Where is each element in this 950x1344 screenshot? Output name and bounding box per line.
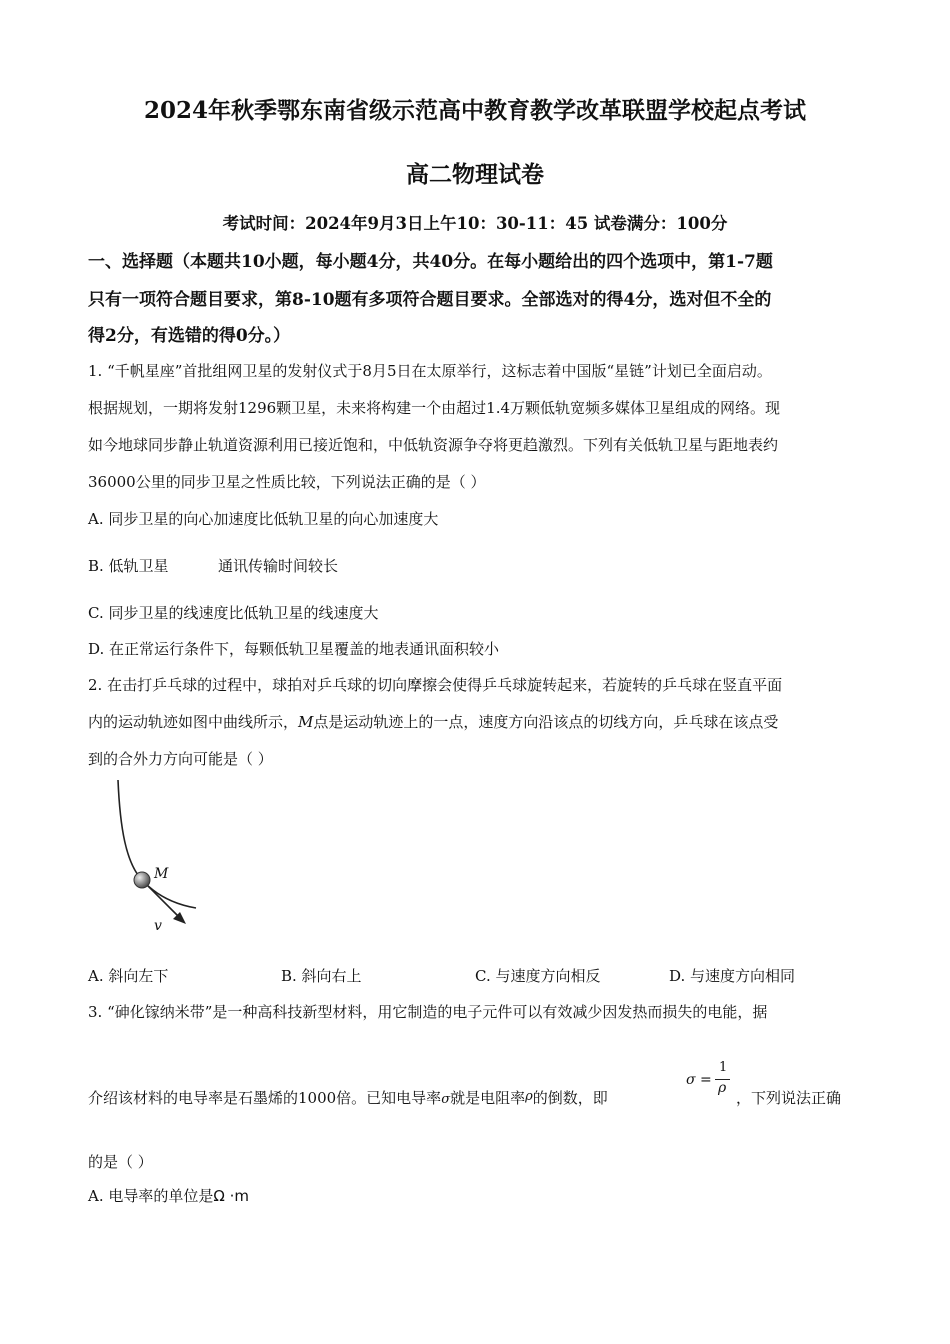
question-2-text xyxy=(88,711,778,732)
q2-option-c: C. 与速度方向相反 xyxy=(475,967,601,985)
exam-info: 考试时间：2024年9月3日上午10：30-11：45 试卷满分：100分 xyxy=(222,214,728,233)
question-3-text xyxy=(88,1087,608,1108)
formula-denominator: ρ xyxy=(718,1080,727,1096)
q2-text-part: 内的运动轨迹如图中曲线所示， xyxy=(88,713,299,731)
point-label-m: M xyxy=(154,866,169,882)
q2-option-b: B. 斜向右上 xyxy=(281,967,362,985)
question-1-text: 36000公里的同步卫星之性质比较，下列说法正确的是（ ） xyxy=(88,473,486,491)
q1-option-b: B. 低轨卫星 xyxy=(88,557,169,575)
q1-option-b-cont: 通讯传输时间较长 xyxy=(218,557,339,575)
question-1-text: 1. “千帆星座”首批组网卫星的发射仪式于8月5日在太原举行，这标志着中国版“星链”计划已全面启动。 xyxy=(88,362,772,380)
formula-numerator: 1 xyxy=(719,1060,728,1075)
question-3-text: 3. “砷化镓纳米带”是一种高科技新型材料，用它制造的电子元件可以有效减少因发热而损失的电能，据 xyxy=(88,1003,768,1021)
q3-option-a-text: A. 电导率的单位是 xyxy=(88,1187,214,1205)
question-3-text: ，下列说法正确 xyxy=(736,1089,842,1107)
ball-m xyxy=(134,872,150,888)
sigma-symbol: σ xyxy=(441,1092,451,1107)
trajectory-curve xyxy=(118,780,196,908)
trajectory-figure xyxy=(100,778,210,938)
section-instruction-line: 一、选择题（本题共10小题，每小题4分，共40分。在每小题给出的四个选项中，第1-7题 xyxy=(88,252,773,272)
q3-text-part: 就是电阻率 xyxy=(450,1089,526,1107)
q1-option-c: C. 同步卫星的线速度比低轨卫星的线速度大 xyxy=(88,604,379,622)
section-instruction-line: 得2分，有选错的得0分。） xyxy=(88,326,291,346)
q1-option-a: A. 同步卫星的向心加速度比低轨卫星的向心加速度大 xyxy=(88,510,439,528)
exam-title: 2024年秋季鄂东南省级示范高中教育教学改革联盟学校起点考试 xyxy=(143,97,806,124)
q2-option-a: A. 斜向左下 xyxy=(88,967,169,985)
paper-subtitle: 高二物理试卷 xyxy=(406,161,544,188)
section-instruction-line: 只有一项符合题目要求，第8-10题有多项符合题目要求。全部选对的得4分，选对但不全的 xyxy=(88,290,772,310)
question-2-text: 2. 在击打乒乓球的过程中，球拍对乒乓球的切向摩擦会使得乒乓球旋转起来，若旋转的乒乓球在竖直平面 xyxy=(88,676,783,694)
formula-lhs: σ = xyxy=(686,1072,712,1088)
q3-text-part: 的倒数，即 xyxy=(532,1089,608,1107)
q3-option-a xyxy=(88,1185,249,1206)
question-1-text: 根据规划，一期将发射1296颗卫星，未来将构建一个由超过1.4万颗低轨宽频多媒体卫星组成的网络。现 xyxy=(88,399,781,417)
velocity-label: v xyxy=(154,918,162,934)
q3-text-part: 介绍该材料的电导率是石墨烯的1000倍。已知电导率 xyxy=(88,1089,442,1107)
conductivity-formula xyxy=(686,1058,734,1104)
q1-option-d: D. 在正常运行条件下，每颗低轨卫星覆盖的地表通讯面积较小 xyxy=(88,640,500,658)
question-1-text: 如今地球同步静止轨道资源利用已接近饱和，中低轨资源争夺将更趋激烈。下列有关低轨卫星与距地表约 xyxy=(88,436,779,454)
q2-text-part: 点是运动轨迹上的一点，速度方向沿该点的切线方向，乒乓球在该点受 xyxy=(313,713,779,731)
q3-option-a-unit: Ω ·m xyxy=(213,1187,249,1205)
q2-point-m: M xyxy=(298,713,314,731)
q2-option-d: D. 与速度方向相同 xyxy=(669,967,796,985)
question-2-text: 到的合外力方向可能是（ ） xyxy=(88,750,273,768)
rho-symbol: ρ xyxy=(525,1089,533,1104)
question-3-text: 的是（ ） xyxy=(88,1153,153,1171)
